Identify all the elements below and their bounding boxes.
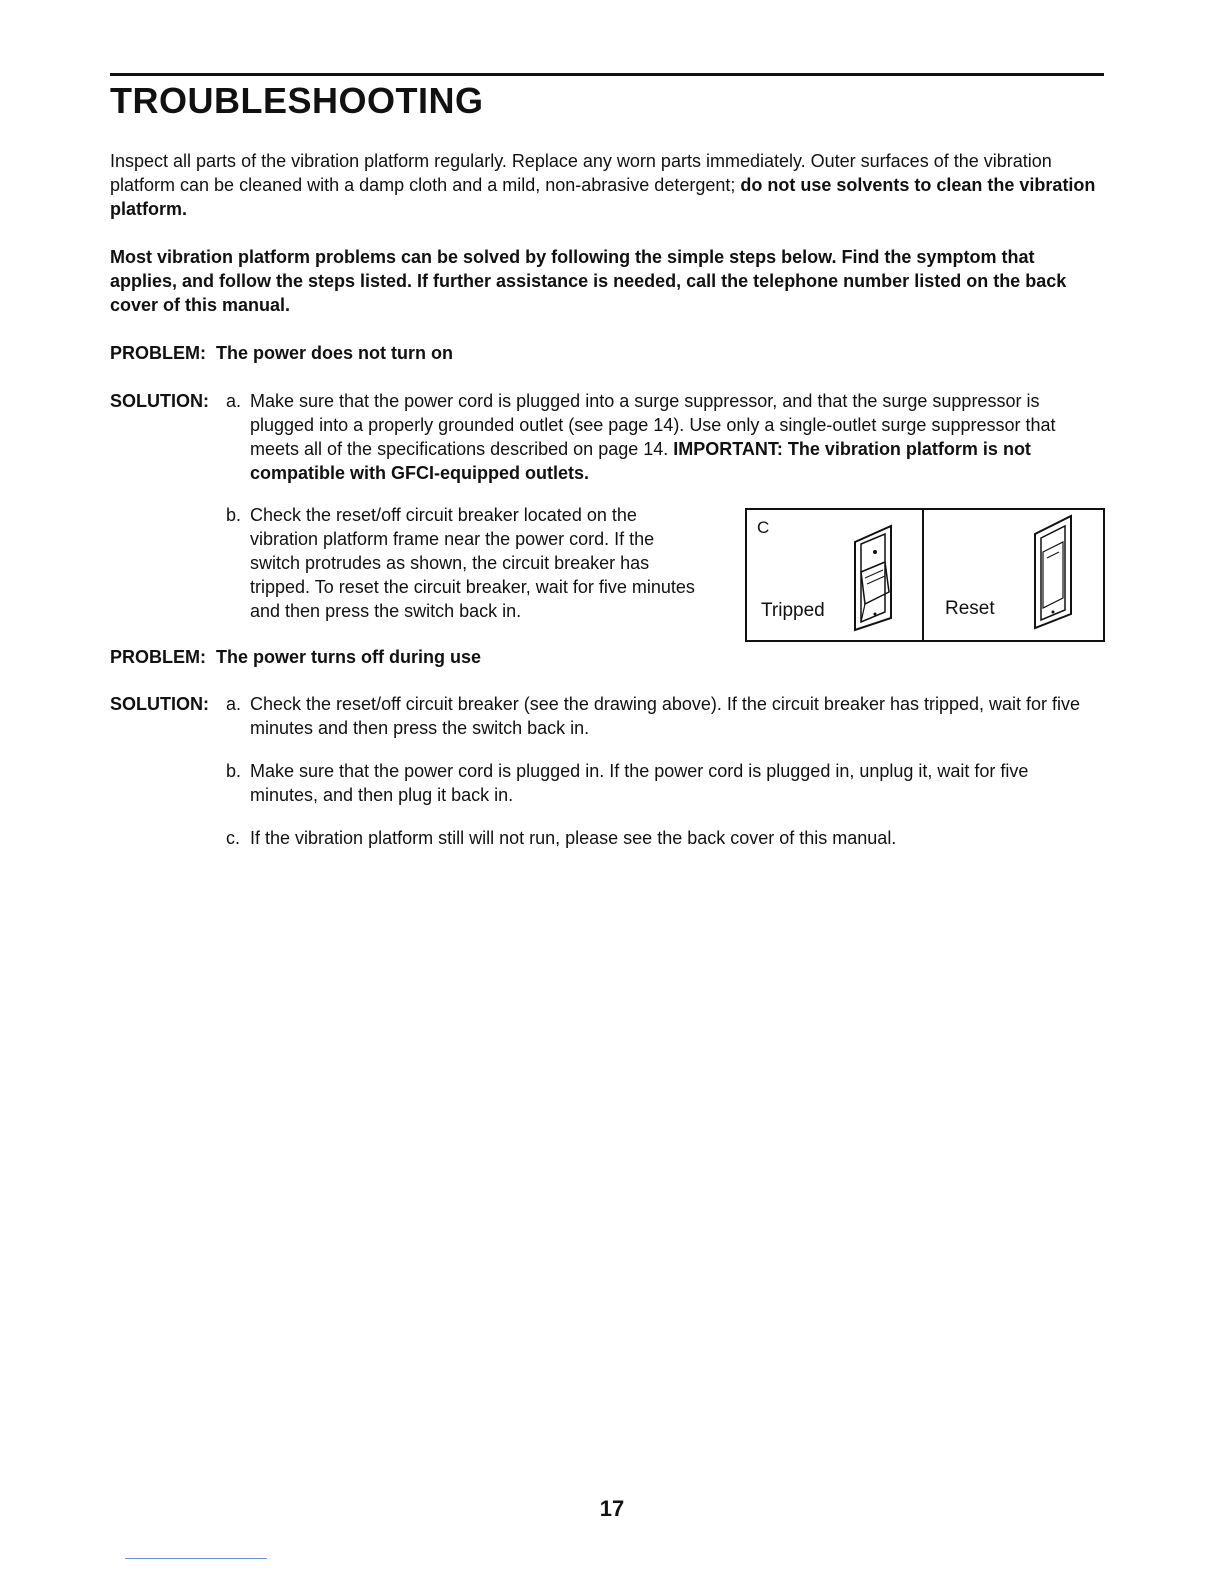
intro-warning: do not use solvents to clean the vibration platform. [110, 175, 1096, 219]
step-letter: b. [226, 505, 242, 525]
figure-callout: C [757, 518, 770, 537]
reset-label: Reset [945, 598, 995, 619]
summary-paragraph: Most vibration platform problems can be solved by following the simple steps below. Find the symptom that applies, and follow the steps listed. If further assistance is needed, call the telephone number listed on the back cover of this manual. [110, 247, 1067, 315]
problem-2-label: PROBLEM: [110, 647, 206, 667]
problem-2-text: The power turns off during use [216, 647, 482, 667]
step-a-important: IMPORTANT: The vibration platform is not compatible with GFCI-equipped outlets. [250, 439, 1031, 483]
header-rule [110, 73, 1104, 76]
tripped-label: Tripped [761, 600, 825, 621]
step-letter: b. [226, 761, 242, 781]
figure-divider [922, 510, 924, 640]
problem-1-heading [110, 341, 453, 365]
step-text [250, 389, 1100, 485]
footer-line [125, 1558, 267, 1559]
solution-1-label: SOLUTION: [110, 391, 209, 411]
tripped-switch-icon [845, 522, 907, 632]
intro-paragraph [110, 149, 1104, 221]
step-letter: a. [226, 694, 242, 714]
step-letter: c. [226, 828, 241, 848]
solution-2-label: SOLUTION: [110, 694, 209, 714]
step-b-text: Check the reset/off circuit breaker located on the vibration platform frame near the power cord. If the switch protrudes as shown, the circuit breaker has tripped. To reset the circuit breaker, wait for five minutes and then press the switch back in. [250, 505, 695, 621]
intro-text: Inspect all parts of the vibration platform regularly. Replace any worn parts immediately. Outer surfaces of the vibration platform can be cleaned with a damp cloth and a mild, non-abrasive detergent; [110, 151, 1052, 195]
page-title: TROUBLESHOOTING [110, 80, 484, 121]
step-a-text: Make sure that the power cord is plugged into a surge suppressor, and that the surge suppressor is plugged into a properly grounded outlet (see page 14). Use only a single-outlet surge suppressor that meets all of the specifications described on page 14. [250, 391, 1056, 459]
step-letter: a. [226, 391, 242, 411]
step-b-text: Make sure that the power cord is plugged in. If the power cord is plugged in, unplug it, wait for five minutes, and then plug it back in. [250, 761, 1029, 805]
problem-1-text: The power does not turn on [216, 343, 454, 363]
reset-switch-icon [1025, 512, 1087, 630]
page-number: 17 [599, 1496, 625, 1521]
problem-1-label: PROBLEM: [110, 343, 206, 363]
step-c-text: If the vibration platform still will not run, please see the back cover of this manual. [250, 828, 897, 848]
circuit-breaker-figure [745, 508, 1105, 642]
step-a-text: Check the reset/off circuit breaker (see the drawing above). If the circuit breaker has tripped, wait for five minutes and then press the switch back in. [250, 694, 1081, 738]
problem-2-heading [110, 645, 481, 669]
